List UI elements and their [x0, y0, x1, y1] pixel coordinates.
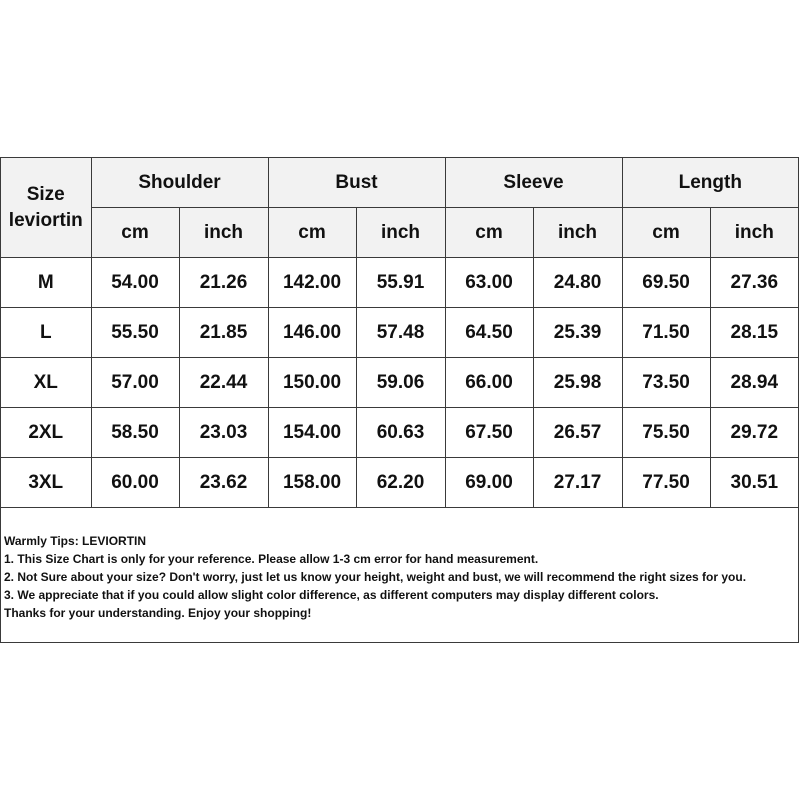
table-cell: 73.50: [622, 358, 710, 408]
table-cell: 28.15: [710, 308, 798, 358]
table-cell: 66.00: [445, 358, 533, 408]
table-cell: 26.57: [533, 408, 622, 458]
table-header-row: [1, 158, 798, 208]
table-cell: 62.20: [356, 458, 445, 508]
table-cell: 146.00: [268, 308, 356, 358]
table-cell: 75.50: [622, 408, 710, 458]
unit-header: inch: [179, 208, 268, 258]
table-cell: 69.00: [445, 458, 533, 508]
table-cell: 69.50: [622, 258, 710, 308]
table-cell: 23.62: [179, 458, 268, 508]
unit-header: inch: [710, 208, 798, 258]
table-cell: 71.50: [622, 308, 710, 358]
table-cell: 158.00: [268, 458, 356, 508]
unit-header-row: [1, 208, 798, 258]
table-cell: 27.36: [710, 258, 798, 308]
table-cell: 55.50: [91, 308, 179, 358]
tips-section: [4, 532, 794, 622]
table-cell: 54.00: [91, 258, 179, 308]
table-cell: 55.91: [356, 258, 445, 308]
size-chart: [0, 157, 799, 643]
table-cell: 57.00: [91, 358, 179, 408]
tips-line-1: 1. This Size Chart is only for your reference. Please allow 1-3 cm error for hand measurement.: [4, 552, 539, 566]
size-column-header: [1, 158, 91, 258]
size-cell: XL: [1, 358, 91, 408]
table-cell: 57.48: [356, 308, 445, 358]
table-cell: 60.63: [356, 408, 445, 458]
group-header-sleeve: Sleeve: [445, 158, 622, 208]
tips-line-2: 2. Not Sure about your size? Don't worry, just let us know your height, weight and bust, we will recommend the right sizes for you.: [4, 570, 747, 584]
table-cell: 25.98: [533, 358, 622, 408]
table-cell: 77.50: [622, 458, 710, 508]
unit-header: inch: [356, 208, 445, 258]
table-cell: 21.26: [179, 258, 268, 308]
size-header-label: Size: [26, 183, 65, 205]
tips-title: Warmly Tips: LEVIORTIN: [4, 534, 147, 548]
table-cell: 24.80: [533, 258, 622, 308]
group-header-length: Length: [622, 158, 798, 208]
size-cell: 3XL: [1, 458, 91, 508]
table-cell: 67.50: [445, 408, 533, 458]
table-cell: 154.00: [268, 408, 356, 458]
table-cell: 21.85: [179, 308, 268, 358]
table-cell: 22.44: [179, 358, 268, 408]
table-row: [1, 308, 798, 358]
size-cell: 2XL: [1, 408, 91, 458]
table-cell: 27.17: [533, 458, 622, 508]
tips-closing: Thanks for your understanding. Enjoy your shopping!: [4, 606, 312, 620]
table-cell: 60.00: [91, 458, 179, 508]
table-cell: 58.50: [91, 408, 179, 458]
table-row: [1, 258, 798, 308]
table-cell: 59.06: [356, 358, 445, 408]
table-row: [1, 408, 798, 458]
table-cell: 28.94: [710, 358, 798, 408]
table-cell: 29.72: [710, 408, 798, 458]
table-cell: 63.00: [445, 258, 533, 308]
size-table: [1, 158, 798, 508]
unit-header: cm: [445, 208, 533, 258]
table-cell: 23.03: [179, 408, 268, 458]
tips-line-3: 3. We appreciate that if you could allow slight color difference, as different computers may display different colors.: [4, 588, 659, 602]
table-cell: 142.00: [268, 258, 356, 308]
unit-header: cm: [91, 208, 179, 258]
unit-header: inch: [533, 208, 622, 258]
table-row: [1, 458, 798, 508]
table-row: [1, 358, 798, 408]
brand-header-label: leviortin: [8, 209, 83, 231]
size-cell: L: [1, 308, 91, 358]
unit-header: cm: [622, 208, 710, 258]
table-cell: 30.51: [710, 458, 798, 508]
size-cell: M: [1, 258, 91, 308]
group-header-shoulder: Shoulder: [91, 158, 268, 208]
group-header-bust: Bust: [268, 158, 445, 208]
unit-header: cm: [268, 208, 356, 258]
table-cell: 25.39: [533, 308, 622, 358]
table-cell: 150.00: [268, 358, 356, 408]
table-cell: 64.50: [445, 308, 533, 358]
